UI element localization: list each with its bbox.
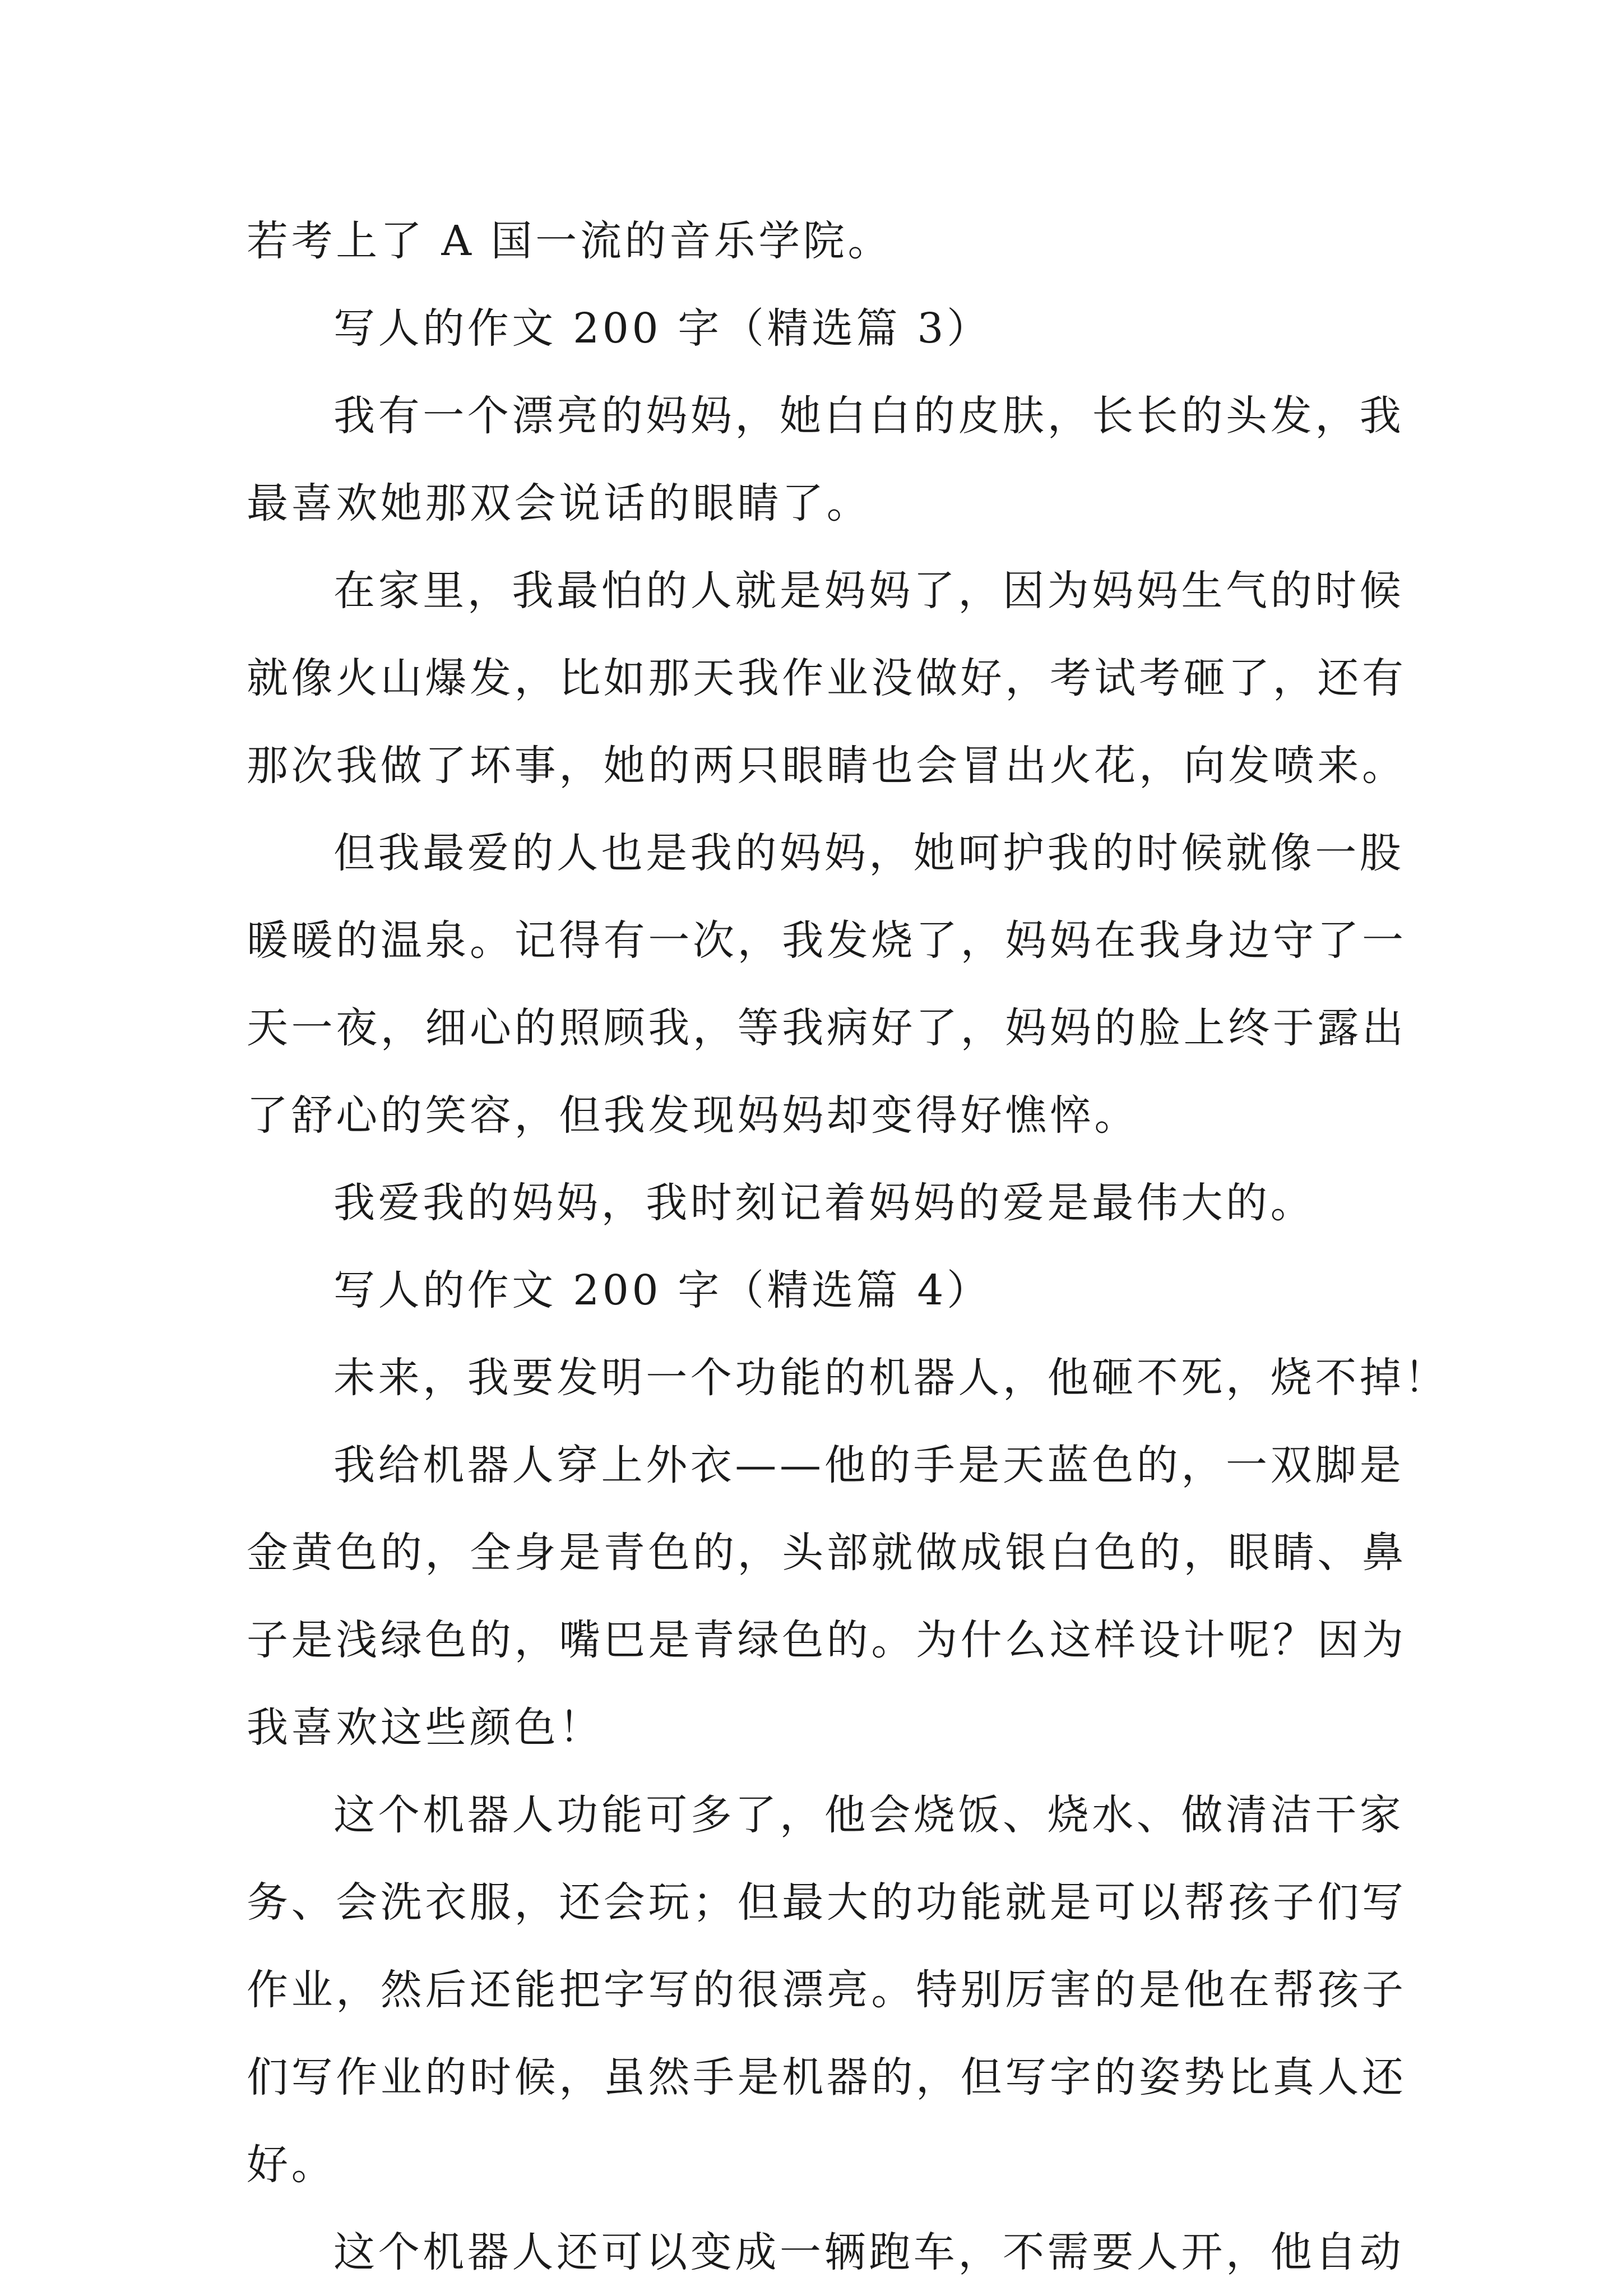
paragraph-line: 天一夜，细心的照顾我，等我病好了，妈妈的脸上终于露出	[247, 1004, 1407, 1052]
paragraph-line: 但我最爱的人也是我的妈妈，她呵护我的时候就像一股	[333, 829, 1405, 877]
paragraph-line: 最喜欢她那双会说话的眼睛了。	[247, 479, 872, 527]
paragraph-line: 我有一个漂亮的妈妈，她白白的皮肤，长长的头发，我	[333, 392, 1405, 440]
paragraph-line: 务、会洗衣服，还会玩；但最大的功能就是可以帮孩子们写	[247, 1878, 1407, 1927]
paragraph-line: 我爱我的妈妈，我时刻记着妈妈的爱是最伟大的。	[333, 1179, 1315, 1227]
paragraph-line: 我喜欢这些颜色！	[247, 1704, 604, 1752]
paragraph-line: 暖暖的温泉。记得有一次，我发烧了，妈妈在我身边守了一	[247, 916, 1407, 965]
paragraph-line: 就像火山爆发，比如那天我作业没做好，考试考砸了，还有	[247, 654, 1407, 702]
paragraph-line: 这个机器人功能可多了，他会烧饭、烧水、做清洁干家	[333, 1791, 1405, 1839]
paragraph-line: 们写作业的时候，虽然手是机器的，但写字的姿势比真人还	[247, 2053, 1407, 2101]
paragraph-line: 好。	[247, 2141, 336, 2189]
paragraph-line: 了舒心的笑容，但我发现妈妈却变得好憔悴。	[247, 1091, 1139, 1140]
paragraph-line: 作业，然后还能把字写的很漂亮。特别厉害的是他在帮孩子	[247, 1966, 1407, 2014]
section-heading-4: 写人的作文 200 字（精选篇 4）	[333, 1266, 991, 1314]
paragraph-line: 那次我做了坏事，她的两只眼睛也会冒出火花，向发喷来。	[247, 742, 1407, 790]
paragraph-line: 这个机器人还可以变成一辆跑车，不需要人开，他自动	[333, 2228, 1405, 2276]
paragraph-line: 在家里，我最怕的人就是妈妈了，因为妈妈生气的时候	[333, 567, 1405, 615]
paragraph-line: 我给机器人穿上外衣——他的手是天蓝色的，一双脚是	[333, 1441, 1405, 1489]
section-heading-3: 写人的作文 200 字（精选篇 3）	[333, 304, 991, 353]
paragraph-line: 子是浅绿色的，嘴巴是青绿色的。为什么这样设计呢？因为	[247, 1616, 1407, 1664]
paragraph-line: 未来，我要发明一个功能的机器人，他砸不死，烧不掉！	[333, 1354, 1449, 1402]
paragraph-continuation-line: 若考上了 A 国一流的音乐学院。	[247, 217, 893, 265]
paragraph-line: 金黄色的，全身是青色的，头部就做成银白色的，眼睛、鼻	[247, 1529, 1407, 1577]
